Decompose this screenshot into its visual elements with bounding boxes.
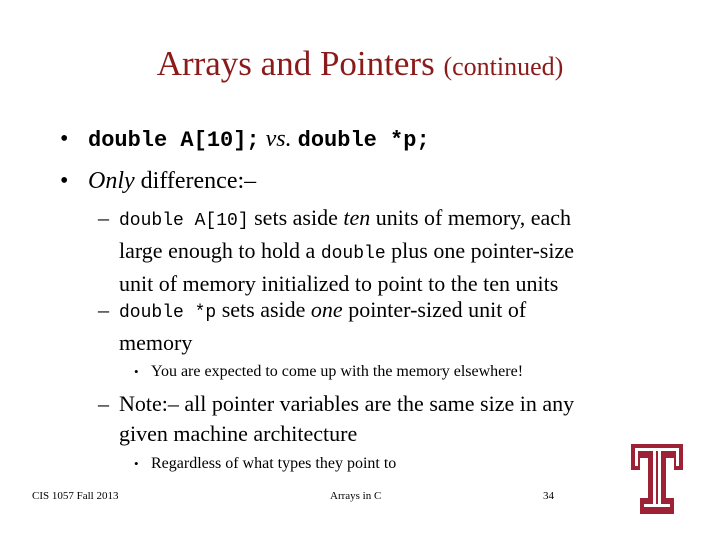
code-array: double A[10] — [119, 211, 249, 231]
title-sub: (continued) — [443, 52, 564, 81]
sub-bullet-array-line2 — [119, 236, 678, 269]
text: plus one pointer-size — [391, 238, 574, 263]
subsub-bullet-text: You are expected to come up with the memory elsewhere! — [151, 363, 524, 380]
dash: – — [98, 205, 109, 230]
temple-t-logo-icon — [631, 444, 683, 514]
footer-course: CIS 1057 Fall 2013 — [32, 490, 119, 502]
bullet-dot: • — [134, 456, 139, 471]
dash: – — [98, 297, 109, 322]
title-main: Arrays and Pointers — [156, 44, 435, 83]
code-double: double — [320, 244, 386, 264]
sub-bullet-pointer — [98, 295, 678, 358]
subsub-bullet-text: Regardless of what types they point to — [151, 455, 397, 472]
sub-bullet-note-line2: given machine architecture — [119, 421, 358, 446]
bullet-dot: • — [134, 364, 139, 379]
footer-topic: Arrays in C — [330, 490, 382, 502]
sub-bullet-array-line1 — [119, 203, 678, 236]
only-text: Only — [88, 168, 135, 194]
slide-title — [0, 44, 720, 87]
text: sets aside — [254, 205, 338, 230]
difference-text: difference:– — [140, 168, 257, 194]
sub-bullet-note — [98, 389, 678, 449]
footer-page-number: 34 — [543, 490, 554, 502]
sub-bullet-pointer-line1 — [119, 295, 678, 328]
code-array-decl: double A[10]; — [88, 128, 260, 153]
subsub-bullet-memory — [134, 362, 654, 382]
text: pointer-sized unit of — [348, 297, 527, 322]
subsub-bullet-types — [134, 454, 554, 474]
text: units of memory, each — [375, 205, 572, 230]
text: sets aside — [221, 297, 306, 322]
dash: – — [98, 391, 109, 416]
code-pointer-decl: double *p; — [297, 128, 430, 153]
one-text: one — [310, 297, 343, 322]
sub-bullet-note-line1: Note:– all pointer variables are the same size in any — [119, 391, 575, 416]
text: large enough to hold a — [119, 238, 316, 263]
sub-bullet-array-line3: unit of memory initialized to point to the ten units — [119, 271, 559, 296]
vs-text: vs. — [265, 126, 292, 152]
ten-text: ten — [343, 205, 371, 230]
bullet-dot: • — [60, 168, 69, 194]
sub-bullet-array — [98, 203, 678, 299]
sub-bullet-pointer-line2: memory — [119, 330, 193, 355]
code-pointer: double *p — [119, 303, 217, 323]
bullet-dot: • — [60, 126, 69, 152]
